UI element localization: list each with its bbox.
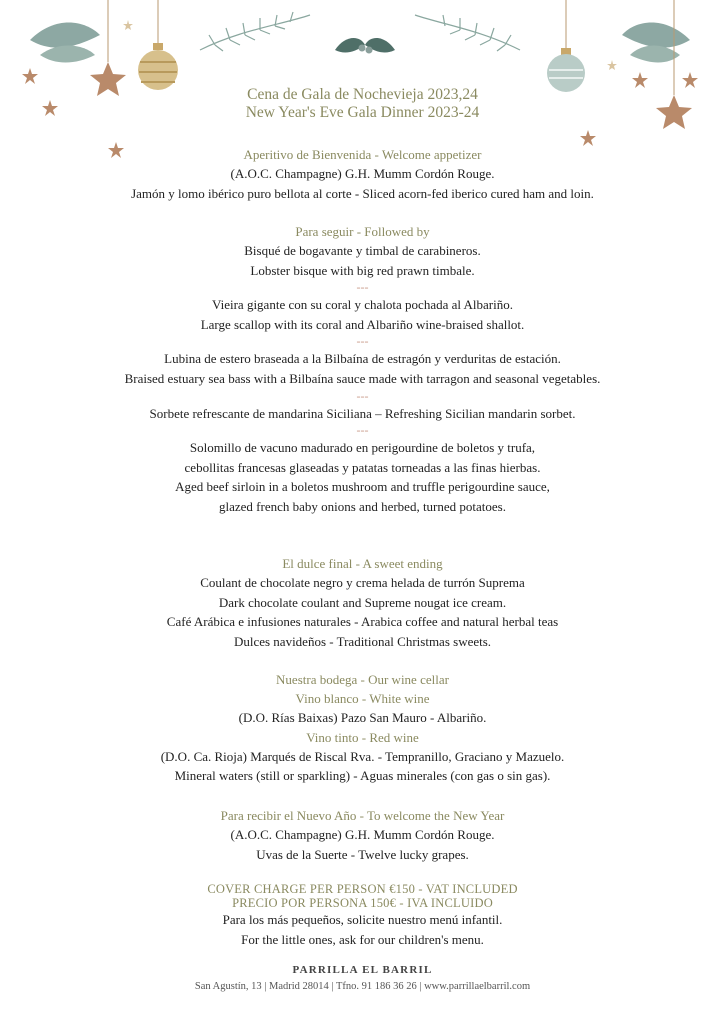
title-spanish: Cena de Gala de Nochevieja 2023,24	[247, 86, 478, 103]
menu-line: Vieira gigante con su coral y chalota pochada al Albariño.	[212, 297, 513, 313]
cover-charge-es: PRECIO POR PERSONA 150€ - IVA INCLUIDO	[232, 896, 493, 910]
newyear-section	[0, 806, 725, 864]
course-separator: ---	[356, 334, 369, 349]
course-separator: ---	[356, 388, 369, 403]
menu-line: Uvas de la Suerte - Twelve lucky grapes.	[256, 846, 469, 862]
star-icon	[90, 0, 126, 96]
followed-heading: Para seguir - Followed by	[295, 224, 430, 239]
menu-line: Large scallop with its coral and Albariño wine-braised shallot.	[200, 316, 525, 332]
restaurant-name: PARRILLA EL BARRIL	[292, 964, 433, 976]
ornament-icon	[547, 0, 585, 92]
menu-line: Coulant de chocolate negro y crema helada de turrón Suprema	[200, 575, 525, 590]
kids-line: Para los más pequeños, solicite nuestro menú infantil.	[222, 912, 503, 927]
menu-line: cebollitas francesas glaseadas y patatas torneadas a las finas hierbas.	[184, 459, 541, 475]
wine-heading: Nuestra bodega - Our wine cellar	[276, 672, 449, 687]
red-wine-heading: Vino tinto - Red wine	[306, 729, 419, 745]
menu-line: (D.O. Rías Baixas) Pazo San Mauro - Albariño.	[238, 710, 487, 725]
cover-charge-en: COVER CHARGE PER PERSON €150 - VAT INCLUDED	[207, 882, 518, 896]
menu-line: Dark chocolate coulant and Supreme nougat ice cream.	[218, 594, 507, 610]
menu-line: Braised estuary sea bass with a Bilbaína sauce made with tarragon and seasonal vegetables.	[124, 370, 601, 386]
cover-section	[0, 882, 725, 949]
menu-line: (D.O. Ca. Rioja) Marqués de Riscal Rva. - Tempranillo, Graciano y Mazuelo.	[160, 748, 565, 764]
menu-line: Mineral waters (still or sparkling) - Aguas minerales (con gas o sin gas).	[174, 768, 551, 784]
footer	[0, 964, 725, 992]
dessert-section	[0, 554, 725, 651]
kids-line: For the little ones, ask for our children's menu.	[241, 931, 484, 947]
leaf-icon	[200, 12, 310, 51]
menu-line: Bisqué de bogavante y timbal de carabineros.	[244, 243, 481, 258]
white-wine-heading: Vino blanco - White wine	[295, 691, 430, 706]
wine-section	[0, 670, 725, 786]
menu-line: Sorbete refrescante de mandarina Siciliana – Refreshing Sicilian mandarin sorbet.	[149, 405, 576, 421]
menu-line: Aged beef sirloin in a boletos mushroom and truffle perigourdine sauce,	[175, 479, 550, 495]
newyear-heading: Para recibir el Nuevo Año - To welcome the New Year	[220, 808, 505, 823]
menu-line: Jamón y lomo ibérico puro bellota al corte - Sliced acorn-fed iberico cured ham and loin.	[131, 185, 594, 201]
menu-line: (A.O.C. Champagne) G.H. Mumm Cordón Rouge.	[230, 827, 495, 842]
welcome-heading: Aperitivo de Bienvenida - Welcome appetizer	[243, 147, 482, 162]
title-english: New Year's Eve Gala Dinner 2023-24	[245, 104, 480, 121]
address-line: San Agustín, 13 | Madrid 28014 | Tfno. 91 186 36 26 | www.parrillaelbarril.com	[194, 981, 531, 992]
menu-line: Dulces navideños - Traditional Christmas sweets.	[233, 633, 492, 649]
menu-line: Lobster bisque with big red prawn timbale.	[250, 262, 475, 278]
welcome-section	[0, 145, 725, 203]
ornament-icon	[138, 0, 178, 90]
course-separator: ---	[356, 423, 369, 438]
menu-line: (A.O.C. Champagne) G.H. Mumm Cordón Rouge.	[230, 166, 495, 181]
course-separator: ---	[356, 280, 369, 295]
leaf-icon	[30, 23, 100, 63]
menu-line: glazed french baby onions and herbed, turned potatoes.	[219, 498, 506, 514]
holly-icon	[335, 38, 395, 53]
leaf-icon	[622, 23, 690, 63]
menu-line: Solomillo de vacuno madurado en perigourdine de boletos y trufa,	[189, 440, 536, 456]
menu-line: Café Arábica e infusiones naturales - Arabica coffee and natural herbal teas	[166, 614, 559, 630]
menu-title	[0, 86, 725, 122]
leaf-icon	[415, 15, 520, 51]
followed-section	[0, 222, 725, 517]
dessert-heading: El dulce final - A sweet ending	[282, 556, 443, 571]
menu-line: Lubina de estero braseada a la Bilbaína de estragón y verduritas de estación.	[164, 351, 561, 367]
